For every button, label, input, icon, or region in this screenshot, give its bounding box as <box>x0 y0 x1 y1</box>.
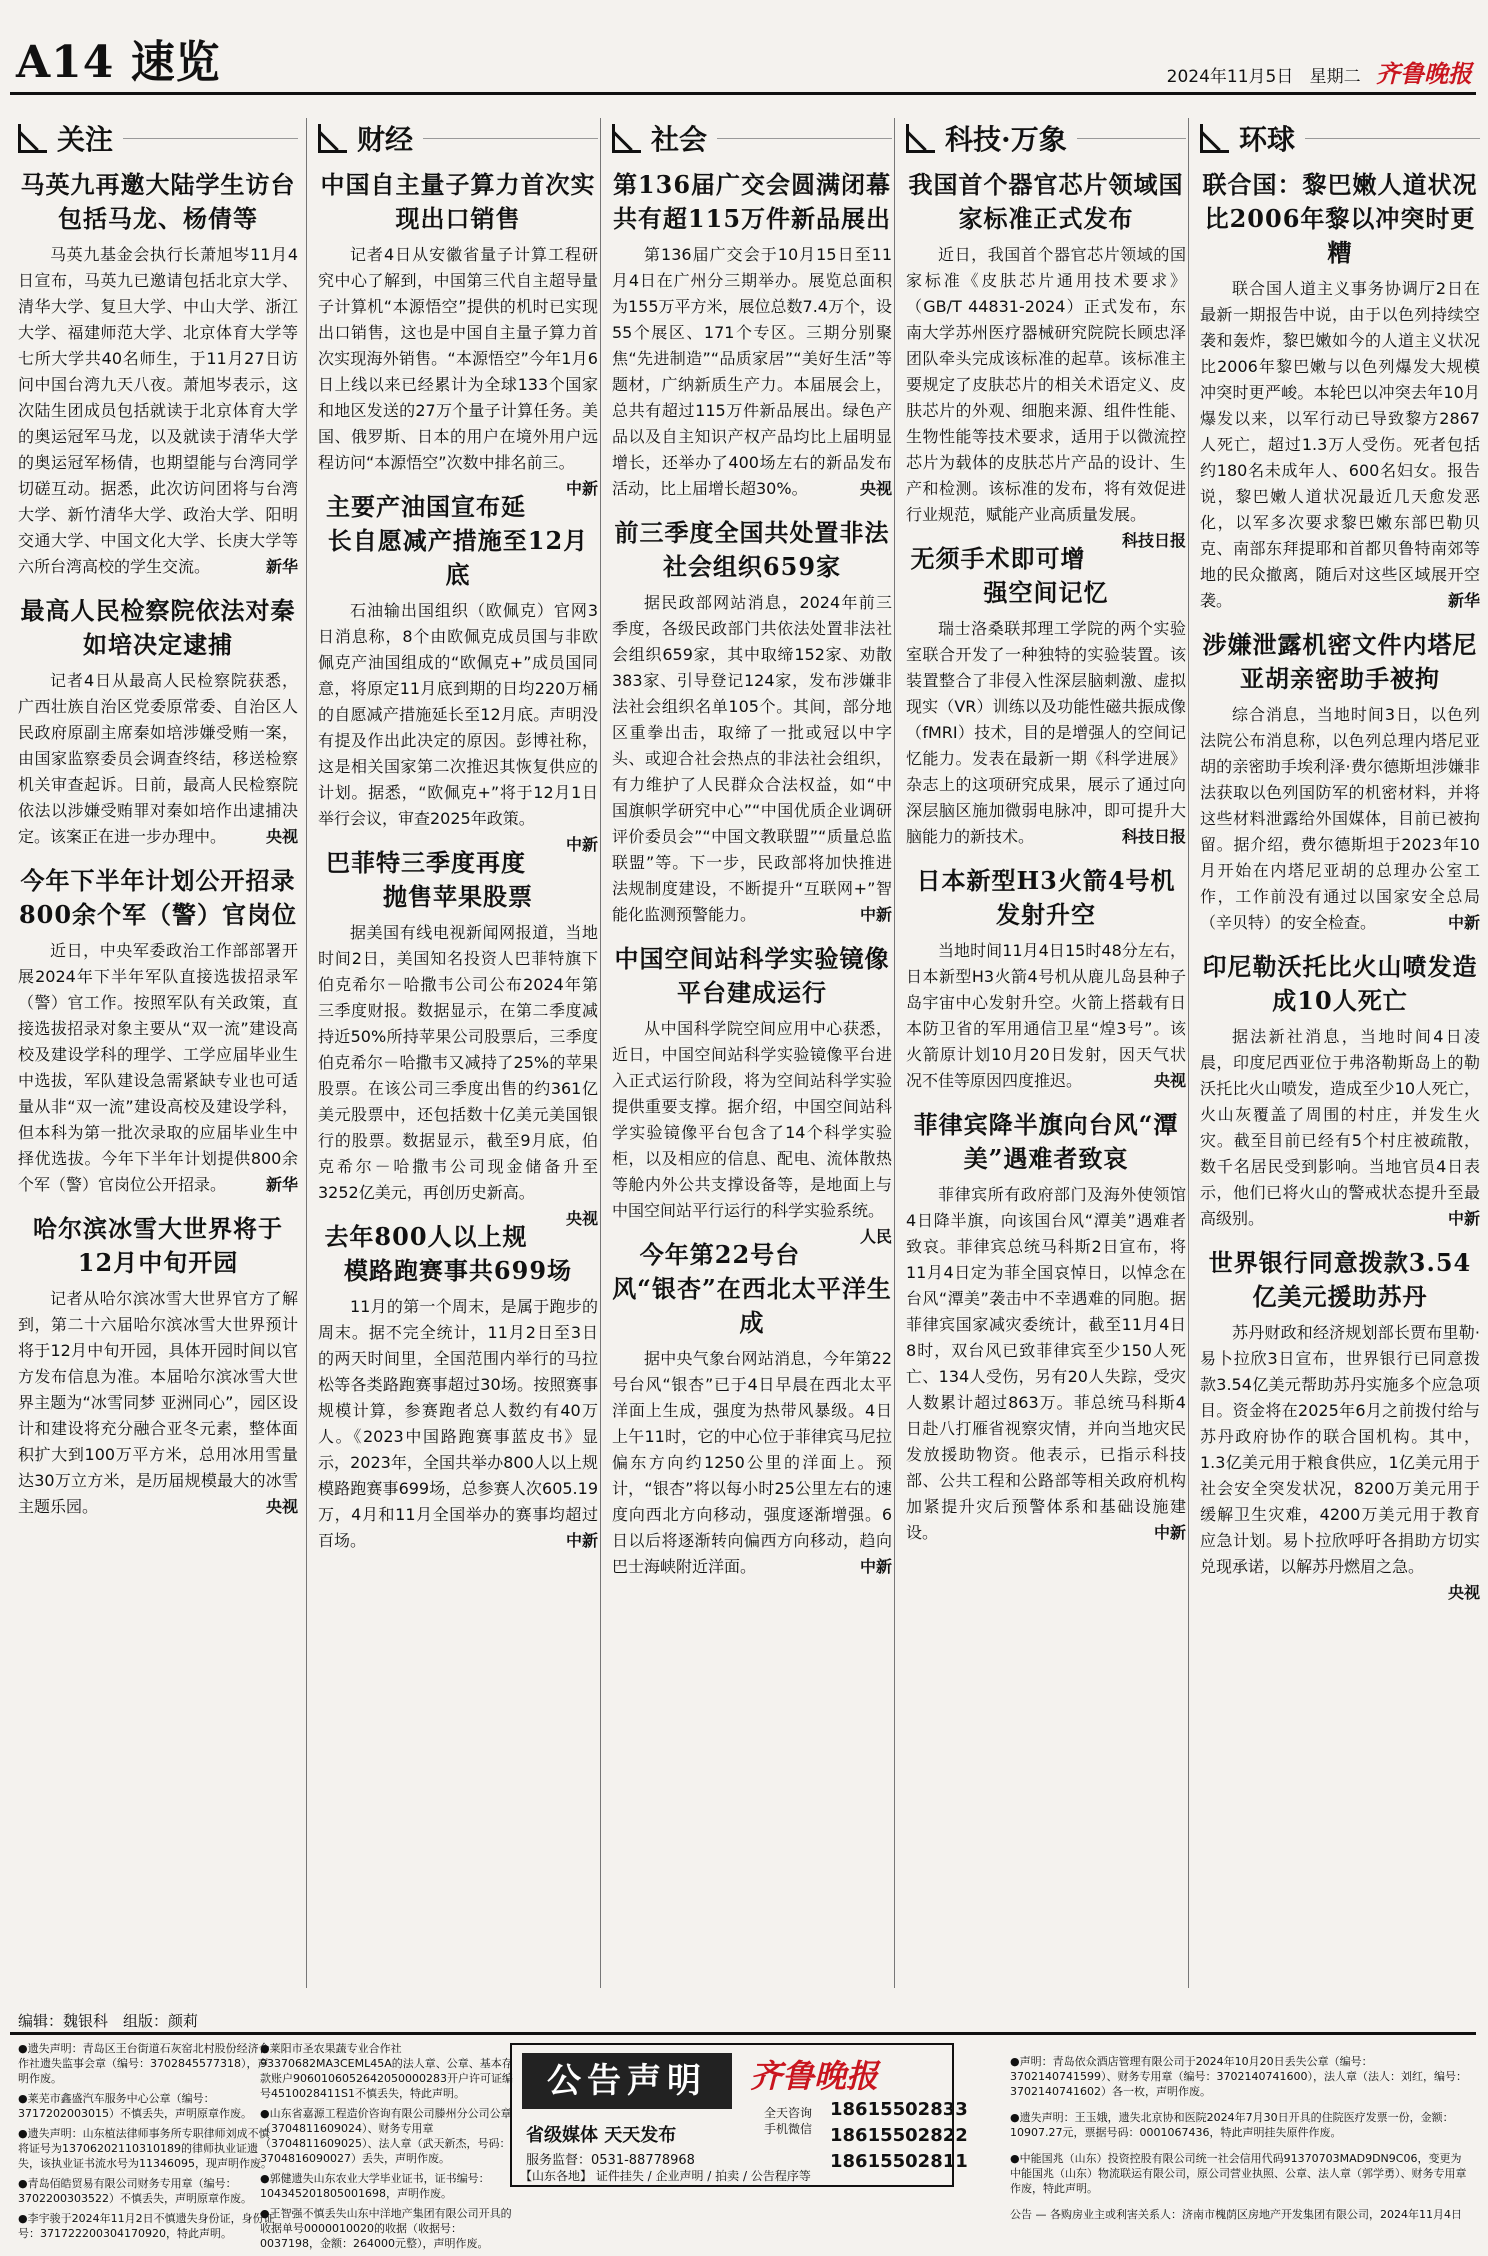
section-arrow-icon <box>318 124 347 153</box>
article-text: 据中央气象台网站消息，今年第22号台风“银杏”已于4日早晨在西北太平洋面上生成，强度为热带风暴级。4日上午11时，它的中心位于菲律宾马尼拉偏东方向约1250公里的洋面上。预计，“银杏”将以每小时25公里左右的速度向西北方向移动，强度逐渐增强。6日以后将逐渐转向偏西方向移动，趋向巴士海峡附近洋面。 <box>612 1349 892 1576</box>
article-body <box>612 1346 892 1580</box>
ads-column-1 <box>18 2041 276 2246</box>
article-headline: 哈尔滨冰雪大世界将于12月中旬开园 <box>33 1214 283 1277</box>
article-source: 中新 <box>565 835 598 854</box>
article-body <box>318 1294 598 1554</box>
section-column <box>906 118 1186 2008</box>
article <box>906 168 1186 550</box>
article-text: 第136届广交会于10月15日至11月4日在广州分三期举办。展览总面积为155万平方米，展位总数7.4万个，设55个展区、171个专区。三期分别聚焦“先进制造”“品质家居”“美好生活”等题材，广纳新质生产力。本届展会上，总共有超过115万件新品展出。绿色产品以及自主知识产权产品均比上届明显增长，还举办了400场左右的新品发布活动，比上届增长超30%。 <box>612 245 892 498</box>
weekday-text: 星期二 <box>1309 67 1361 87</box>
article-text: 马英九基金会执行长萧旭岑11月4日宣布，马英九已邀请包括北京大学、清华大学、复旦大学、中山大学、浙江大学、福建师范大学、北京体育大学等七所大学共40名师生，于11月27日访问中国台湾九天八夜。萧旭岑表示，这次陆生团成员包括就读于北京体育大学的奥运冠军马龙，以及就读于清华大学的奥运冠军杨倩，也期望能与台湾同学切磋互动。据悉，此次访问团将与台湾大学、新竹清华大学、政治大学、阳明交通大学、中国文化大学、长庚大学等六所台湾高校的学生交流。 <box>18 245 298 576</box>
article <box>612 942 892 1246</box>
article-headline: 前三季度全国共处置非法社会组织659家 <box>614 518 890 581</box>
article <box>18 594 298 850</box>
section-column <box>612 118 892 2008</box>
classified-ad: ●遗失声明：王玉娥，遗失北京协和医院2024年7月30日开具的住院医疗发票一份，金额：10907.27元，票据号码：0001067436，特此声明挂失原件作废。 <box>1010 2111 1454 2139</box>
article-body <box>18 242 298 580</box>
article-headline: 第136届广交会圆满闭幕共有超115万件新品展出 <box>612 170 892 233</box>
article <box>1200 1246 1480 1602</box>
article <box>18 1212 298 1520</box>
classified-ad: ●李宇骏于2024年11月2日不慎遗失身份证，身份证号：371722200304170920，特此声明。 <box>18 2212 275 2240</box>
column-divider <box>1188 118 1189 1988</box>
article-source: 央视 <box>565 1209 598 1228</box>
phone-number: 18615502811 <box>830 2151 968 2172</box>
article-source: 央视 <box>1153 1071 1186 1090</box>
section-column <box>1200 118 1480 2008</box>
article-headline: 今年第22号台风“银杏”在西北太平洋生成 <box>612 1240 892 1337</box>
ads-column-2 <box>260 2041 518 2256</box>
article <box>612 168 892 502</box>
section-arrow-icon <box>18 124 47 153</box>
article-text: 据民政部网站消息，2024年前三季度，各级民政部门共依法处置非法社会组织659家，其中取缔152家、劝散383家、引导登记124家，发布涉嫌非法社会组织名单105个。其间，部分地区重拳出击，取缔了一批或冠以中字头、或迎合社会热点的非法社会组织，有力维护了人民群众合法权益，如“中国旗帜学研究中心”“中国优质企业调研评价委员会”“中国文教联盟”“质量总监联盟”等。下一步，民政部将加快推进法规制度建设，不断提升“互联网+”智能化监测预警能力。 <box>612 593 892 924</box>
classified-ad: ●山东省嘉源工程造价咨询有限公司滕州分公司公章（3704811609024）、财务专用章（3704811609025）、法人章（武天新杰，号码：3704816090027）丢失，声明作废。 <box>260 2107 512 2165</box>
article-body <box>18 938 298 1198</box>
article-body <box>1200 702 1480 936</box>
article-source: 中新 <box>1447 913 1480 932</box>
article-text: 综合消息，当地时间3日，以色列法院公布消息称，以色列总理内塔尼亚胡的亲密助手埃利泽·费尔德斯坦涉嫌非法获取以色列国防军的机密材料，并将这些材料泄露给外国媒体，目前已被拘留。据介绍，费尔德斯坦于2023年10月开始在内塔尼亚胡的总理办公室工作，工作前没有通过以国家安全总局（辛贝特）的安全检查。 <box>1200 705 1480 932</box>
classified-ad: ●王智强不慎丢失山东中洋地产集团有限公司开具的收据单号0000010020的收据（收据号：0037198，金额：264000元整），声明作废。 <box>260 2207 512 2250</box>
article-headline: 日本新型H3火箭4号机发射升空 <box>916 866 1176 929</box>
article-body <box>906 242 1186 550</box>
section-rule <box>1077 138 1186 139</box>
classified-ad: ●声明：青岛依众酒店管理有限公司于2024年10月20日丢失公章（编号：3702140741599）、财务专用章（编号：3702140741600），法人章（法人：刘红，编号：3702140741602）各一枚，声明作废。 <box>1010 2055 1467 2098</box>
notice-hotline: 服务监督：0531-88778968 <box>526 2153 695 2168</box>
column-divider <box>306 118 307 1988</box>
article-source: 科技日报 <box>1121 827 1186 846</box>
article-body <box>18 668 298 850</box>
article-headline: 巴菲特三季度再度抛售苹果股票 <box>325 848 533 911</box>
article-source: 新华 <box>265 557 298 576</box>
classified-ad: ●郭健遗失山东农业大学毕业证书，证书编号：104345201805001698，声明作废。 <box>260 2172 490 2200</box>
classified-ads <box>10 2032 1476 2250</box>
article <box>18 168 298 580</box>
article-text: 从中国科学院空间应用中心获悉，近日，中国空间站科学实验镜像平台进入正式运行阶段，将为空间站科学实验提供重要支撑。据介绍，中国空间站科学实验镜像平台包含了14个科学实验柜，以及相应的信息、配电、流体散热等舱内外公共支撑设备等，是地面上与中国空间站平行运行的科学实验系统。 <box>612 1019 892 1220</box>
section-label: 环球 <box>1239 123 1296 156</box>
section-rule <box>123 138 298 139</box>
classified-ad: ●青岛佰皓贸易有限公司财务专用章（编号：3702200303522）不慎丢失，声明原章作废。 <box>18 2177 252 2205</box>
article-body <box>906 616 1186 850</box>
date-text: 2024年11月5日 <box>1166 67 1294 87</box>
article-text: 近日，中央军委政治工作部部署开展2024年下半年军队直接选拔招录军（警）官工作。按照军队有关政策，直接选拔招录对象主要从“双一流”建设高校及建设学科的理学、工学应届毕业生中选拔，军队建设急需紧缺专业也可适量从非“双一流”建设高校及建设学科，但本科为第一批次录取的应届毕业生中择优选拔。今年下半年计划提供800余个军（警）官岗位公开招录。 <box>18 941 298 1194</box>
article <box>318 846 598 1228</box>
article-text: 记者4日从最高人民检察院获悉，广西壮族自治区党委原常委、自治区人民政府原副主席秦如培涉嫌受贿一案，由国家监察委员会调查终结，移送检察机关审查起诉。日前，最高人民检察院依法以涉嫌受贿罪对秦如培作出逮捕决定。该案正在进一步办理中。 <box>18 671 298 846</box>
article-body <box>906 1182 1186 1546</box>
article-headline: 我国首个器官芯片领域国家标准正式发布 <box>908 170 1184 233</box>
article-headline: 涉嫌泄露机密文件内塔尼亚胡亲密助手被拘 <box>1202 630 1478 693</box>
article-source: 科技日报 <box>1121 531 1186 550</box>
article <box>318 1220 598 1554</box>
article-source: 中新 <box>859 905 892 924</box>
article <box>18 864 298 1198</box>
section-column <box>318 118 598 2008</box>
article-body <box>1200 1320 1480 1602</box>
phone-label: 全天咨询 手机微信 <box>764 2106 813 2136</box>
article-source: 中新 <box>565 479 598 498</box>
notice-ad-box <box>510 2043 968 2187</box>
ads-column-right <box>1010 2043 1470 2233</box>
article-body <box>1200 1024 1480 1232</box>
article-body <box>318 598 598 854</box>
section-arrow-icon <box>906 124 935 153</box>
phone-number: 18615502822 <box>830 2125 968 2146</box>
phone-list <box>830 2097 968 2175</box>
notice-logo: 齐鲁晚报 <box>750 2057 879 2095</box>
section-header <box>318 118 598 158</box>
masthead <box>10 6 1476 95</box>
section-header <box>1200 118 1480 158</box>
section-label: 科技·万象 <box>945 123 1067 156</box>
article-body <box>906 938 1186 1094</box>
article-body <box>18 1286 298 1520</box>
article <box>1200 950 1480 1232</box>
article <box>906 1108 1186 1546</box>
article <box>612 516 892 928</box>
article-headline: 菲律宾降半旗向台风“潭美”遇难者致哀 <box>913 1110 1179 1173</box>
article-source: 央视 <box>859 479 892 498</box>
classified-ad: ●莱芜市鑫盛汽车服务中心公章（编号：3717202003015）不慎丢失，声明原章作废。 <box>18 2092 252 2120</box>
article-headline: 中国空间站科学实验镜像平台建成运行 <box>614 944 890 1007</box>
article-source: 央视 <box>265 827 298 846</box>
article-text: 联合国人道主义事务协调厅2日在最新一期报告中说，由于以色列持续空袭和轰炸，黎巴嫩如今的人道主义状况比2006年黎巴嫩与以色列爆发大规模冲突时更严峻。本轮巴以冲突去年10月爆发以来，以军行动已导致黎方2867人死亡，超过1.3万人受伤。死者包括约180名未成年人、600名妇女。报告说，黎巴嫩人道状况最近几天愈发恶化，以军多次要求黎巴嫩东部巴勒贝克、南部东拜提耶和首都贝鲁特南郊等地的民众撤离，随后对这些区域展开空袭。 <box>1200 279 1480 610</box>
section-label: 社会 <box>651 123 708 156</box>
article-headline: 最高人民检察院依法对秦如培决定逮捕 <box>20 596 296 659</box>
article-text: 近日，我国首个器官芯片领域的国家标准《皮肤芯片通用技术要求》（GB/T 44831-2024）正式发布，东南大学苏州医疗器械研究院院长顾忠泽团队牵头完成该标准的起草。该标准主要规定了皮肤芯片的相关术语定义、皮肤芯片的外观、细胞来源、组件性能、生物性能等技术要求，适用于以微流控芯片为载体的皮肤芯片产品的设计、生产和检测。该标准的发布，将有效促进行业规范，赋能产业高质量发展。 <box>906 245 1186 524</box>
article-headline: 去年800人以上规模路跑赛事共699场 <box>324 1222 573 1285</box>
phone-number: 18615502833 <box>830 2099 968 2120</box>
article-text: 当地时间11月4日15时48分左右，日本新型H3火箭4号机从鹿儿岛县种子岛宇宙中心发射升空。火箭上搭载有日本防卫省的军用通信卫星“煌3号”。该火箭原计划10月20日发射，因天气状况不佳等原因四度推迟。 <box>906 941 1186 1090</box>
section-label: 关注 <box>57 123 114 156</box>
section-rule <box>423 138 598 139</box>
article-body <box>318 920 598 1228</box>
article-source: 中新 <box>565 1531 598 1550</box>
classified-ad: ●遗失声明：山东植法律师事务所专职律师刘成不慎将证号为13706202110310189的律师执业证遗失，该执业证书流水号为11346095，现声明作废。 <box>18 2127 272 2170</box>
article-source: 中新 <box>859 1557 892 1576</box>
article-text: 菲律宾所有政府部门及海外使领馆4日降半旗，向该国台风“潭美”遇难者致哀。菲律宾总统马科斯2日宣布，将11月4日定为菲全国哀悼日，以悼念在台风“潭美”袭击中不幸遇难的同胞。据菲律宾国家减灾委统计，截至11月4日8时，双台风已致菲律宾至少150人死亡、134人受伤，另有20人失踪，受灾人数累计超过863万。菲总统马科斯4日赴八打雁省视察灾情，并向当地灾民发放援助物资。他表示，已指示科技部、公共工程和公路部等相关政府机构加紧提升灾后预警体系和基础设施建设。 <box>906 1185 1186 1542</box>
article-text: 苏丹财政和经济规划部长贾布里勒·易卜拉欣3日宣布，世界银行已同意拨款3.54亿美元帮助苏丹实施多个应急项目。资金将在2025年6月之前拨付给与苏丹政府协作的联合国机构。其中，1.3亿美元用于粮食供应，1亿美元用于社会安全突发状况，8200万美元用于缓解卫生灾难，4200万美元用于教育应急计划。易卜拉欣呼吁各捐助方切实兑现承诺，以解苏丹燃眉之急。 <box>1200 1323 1480 1576</box>
article-text: 据美国有线电视新闻网报道，当地时间2日，美国知名投资人巴菲特旗下伯克希尔－哈撒韦公司公布2024年第三季度财报。数据显示，在第二季度减持近50%所持苹果公司股票后，三季度伯克希尔－哈撒韦又减持了25%的苹果股票。在该公司三季度出售的约361亿美元股票中，还包括数十亿美元美国银行的股票。数据显示，截至9月底，伯克希尔－哈撒韦公司现金储备升至3252亿美元，再创历史新高。 <box>318 923 598 1202</box>
article-text: 据法新社消息，当地时间4日凌晨，印度尼西亚位于弗洛勒斯岛上的勒沃托比火山喷发，造成至少10人死亡，火山灰覆盖了周围的村庄，并发生火灾。截至目前已经有5个村庄被疏散，数千名居民受到影响。当地官员4日表示，他们已将火山的警戒状态提升至最高级别。 <box>1200 1027 1480 1228</box>
article <box>318 490 598 854</box>
section-arrow-icon <box>1200 124 1229 153</box>
article-source: 人民 <box>859 1227 892 1246</box>
article-headline: 主要产油国宣布延长自愿减产措施至12月底 <box>325 492 589 589</box>
notice-services: 【山东各地】 证件挂失 / 企业声明 / 拍卖 / 公告程序等 <box>520 2169 811 2183</box>
article-text: 石油输出国组织（欧佩克）官网3日消息称，8个由欧佩克成员国与非欧佩克产油国组成的“欧佩克+”成员国同意，将原定11月底到期的日均220万桶的自愿减产措施延长至12月底。声明没有提及作出此决定的原因。彭博社称，这是相关国家第二次推迟其恢复供应的计划。据悉，“欧佩克+”将于12月1日举行会议，审查2025年政策。 <box>318 601 598 828</box>
article-headline: 无须手术即可增强空间记忆 <box>910 544 1109 607</box>
article-headline: 今年下半年计划公开招录800余个军（警）官岗位 <box>18 866 298 929</box>
section-header <box>612 118 892 158</box>
article-source: 央视 <box>265 1497 298 1516</box>
column-divider <box>894 118 895 1988</box>
article-source: 中新 <box>1153 1523 1186 1542</box>
newspaper-logo: 齐鲁晚报 <box>1376 59 1472 88</box>
classified-ad: ●莱阳市圣农果蔬专业合作社93370682MA3CEML45A的法人章、公章、基本存款账户9060106052642050000283开户许可证编号4510028411S1不慎丢失，特此声明。 <box>260 2042 513 2100</box>
article-body <box>1200 276 1480 614</box>
article <box>906 542 1186 850</box>
classified-ad: ●遗失声明：青岛区王台街道石灰窑北村股份经济合作社遗失监事会章（编号：3702845577318），声明作废。 <box>18 2042 270 2085</box>
article <box>1200 628 1480 936</box>
article-source: 中新 <box>1447 1209 1480 1228</box>
section-label: 财经 <box>357 123 414 156</box>
article-source: 新华 <box>1447 591 1480 610</box>
article-source: 新华 <box>265 1175 298 1194</box>
article-body <box>318 242 598 498</box>
column-divider <box>600 118 601 1988</box>
article-headline: 中国自主量子算力首次实现出口销售 <box>320 170 596 233</box>
notice-title: 公告声明 <box>522 2053 732 2109</box>
section-rule <box>1305 138 1480 139</box>
article-source: 央视 <box>1447 1583 1480 1602</box>
classified-ad: ●中能国兆（山东）投资控股有限公司统一社会信用代码91370703MAD9DN9C06，变更为中能国兆（山东）物流联运有限公司，原公司营业执照、公章、法人章（郭学勇）、财务专用章作废，特此声明。 <box>1010 2152 1467 2195</box>
section-header <box>18 118 298 158</box>
article-headline: 印尼勒沃托比火山喷发造成10人死亡 <box>1202 952 1478 1015</box>
article <box>318 168 598 498</box>
article-text: 记者从哈尔滨冰雪大世界官方了解到，第二十六届哈尔滨冰雪大世界预计将于12月中旬开园，具体开园时间以官方发布信息为准。本届哈尔滨冰雪大世界主题为“冰雪同梦 亚洲同心”，园区设计和建设将充分融合亚冬元素，整体面积扩大到100万平方米，总用冰用雪量达30万立方米，是历届规模最大的冰雪主题乐园。 <box>18 1289 298 1516</box>
article-text: 11月的第一个周末，是属于跑步的周末。据不完全统计，11月2日至3日的两天时间里，全国范围内举行的马拉松等各类路跑赛事超过30场。按照赛事规模计算，参赛跑者总人数约有40万人。《2023中国路跑赛事蓝皮书》显示，2023年，全国共举办800人以上规模路跑赛事699场，总参赛人次605.19万，4月和11月全国举办的赛事均超过百场。 <box>318 1297 598 1550</box>
article-body <box>612 1016 892 1246</box>
page-number: A14 速览 <box>16 37 221 88</box>
editor-credit: 编辑：魏银科 组版：颜莉 <box>18 2012 199 2030</box>
article-body <box>612 242 892 502</box>
article-text: 记者4日从安徽省量子计算工程研究中心了解到，中国第三代自主超导量子计算机“本源悟空”提供的机时已实现出口销售，这也是中国自主量子算力首次实现海外销售。“本源悟空”今年1月6日上线以来已经累计为全球133个国家和地区发送的27万个量子计算任务。美国、俄罗斯、日本的用户在境外用户远程访问“本源悟空”次数中排名前三。 <box>318 245 598 472</box>
article-headline: 联合国：黎巴嫩人道状况比2006年黎以冲突时更糟 <box>1202 170 1478 267</box>
classified-ad: 公告 — 各购房业主或利害关系人：济南市槐荫区房地产开发集团有限公司，2024年11月4日 <box>1010 2208 1462 2221</box>
article <box>612 1238 892 1580</box>
article-headline: 马英九再邀大陆学生访台包括马龙、杨倩等 <box>20 170 296 233</box>
article-text: 瑞士洛桑联邦理工学院的两个实验室联合开发了一种独特的实验装置。该装置整合了非侵入性深层脑刺激、虚拟现实（VR）训练以及功能性磁共振成像（fMRI）技术，目的是增强人的空间记忆能力。发表在最新一期《科学进展》杂志上的这项研究成果，展示了通过向深层脑区施加微弱电脉冲，即可提升大脑能力的新技术。 <box>906 619 1186 846</box>
section-arrow-icon <box>612 124 641 153</box>
section-header <box>906 118 1186 158</box>
header-date <box>1167 54 1472 89</box>
notice-slogan: 省级媒体 天天发布 <box>526 2125 677 2146</box>
section-column <box>18 118 298 2008</box>
section-rule <box>717 138 892 139</box>
article-headline: 世界银行同意拨款3.54亿美元援助苏丹 <box>1208 1248 1472 1311</box>
article <box>1200 168 1480 614</box>
article <box>906 864 1186 1094</box>
article-body <box>612 590 892 928</box>
